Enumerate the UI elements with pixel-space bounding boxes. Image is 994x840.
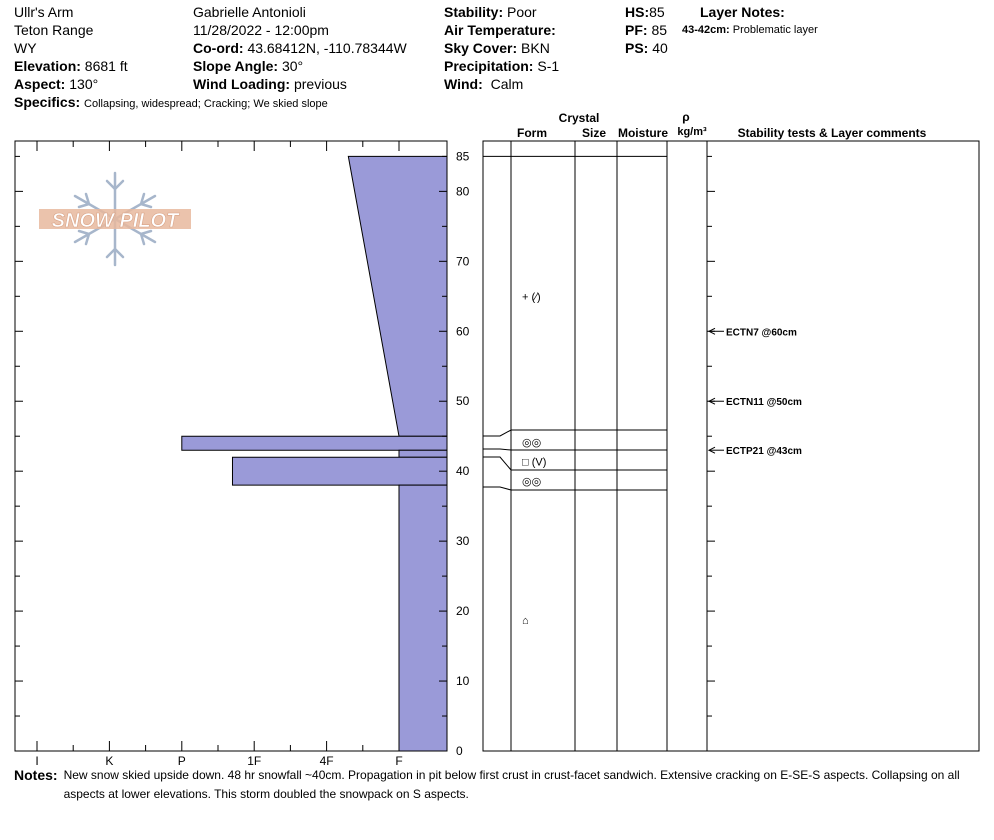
ps-value: 40 [652, 40, 668, 56]
notes-label: Notes: [14, 767, 58, 783]
hardness-tick-label: I [35, 754, 39, 768]
layer-note-text: Problematic layer [732, 24, 818, 36]
depth-tick-label: 40 [456, 464, 470, 479]
aspect-value: 130° [69, 76, 99, 92]
depth-tick-label: 80 [456, 184, 470, 199]
header-form: Form [517, 126, 547, 140]
elevation-value: 8681 ft [84, 58, 128, 74]
aspect-label: Aspect: [14, 76, 66, 92]
layer-notes-title: Layer Notes: [700, 4, 785, 20]
header-size: Size [581, 126, 607, 140]
specifics-label: Specifics: [14, 94, 81, 110]
form-labels-group [522, 291, 546, 627]
coord-value: 43.68412N, -110.78344W [247, 40, 407, 56]
stability-label: Stability: [444, 4, 504, 20]
hardness-tick-label: F [395, 754, 403, 768]
elevation-label: Elevation: [14, 58, 81, 74]
header-density-unit: kg/m³ [677, 126, 707, 138]
wind-loading-label: Wind Loading: [193, 76, 291, 92]
depth-tick-label: 60 [456, 324, 470, 339]
wind-loading-value: previous [293, 76, 347, 92]
depth-tick-label: 0 [456, 744, 463, 758]
hardness-tick-label: 4F [319, 754, 334, 768]
hardness-layer-2 [399, 450, 447, 457]
header-comments: Stability tests & Layer comments [737, 126, 927, 140]
slope-label: Slope Angle: [193, 58, 279, 74]
pf-value: 85 [651, 22, 668, 38]
hardness-layer-0 [348, 156, 447, 436]
hardness-tick-label: 1F [247, 754, 262, 768]
crystal-form-label: ◎◎ [522, 475, 542, 488]
header-crystal: Crystal [558, 111, 600, 125]
hardness-layer-4 [399, 485, 447, 751]
depth-tick-label: 85 [456, 149, 470, 164]
depth-tick-label: 10 [456, 674, 470, 689]
specifics-value: Collapsing, widespread; Cracking; We skied slope [84, 98, 328, 110]
sky-value: BKN [521, 40, 550, 56]
hardness-ticks-group [35, 141, 402, 768]
crystal-form-label: □ (V) [522, 456, 547, 469]
range: Teton Range [14, 22, 94, 38]
header-rho: ρ [682, 110, 690, 124]
stability-test-label: ECTN7 @60cm [726, 327, 797, 339]
stability-test-label: ECTP21 @43cm [726, 446, 802, 458]
depth-tick-label: 50 [456, 394, 470, 409]
hardness-tick-label: P [177, 754, 186, 768]
hs-value: 85 [649, 4, 665, 20]
hardness-layer-3 [232, 457, 447, 485]
precip-value: S-1 [537, 58, 560, 74]
wind-label: Wind: [444, 76, 483, 92]
hs-label: HS: [625, 4, 650, 20]
crystal-form-label: ◎◎ [522, 436, 542, 449]
ps-label: PS: [625, 40, 649, 56]
observer: Gabrielle Antonioli [193, 4, 306, 20]
coord-label: Co-ord: [193, 40, 244, 56]
crystal-form-label: ⌂ [522, 615, 529, 628]
sky-label: Sky Cover: [444, 40, 518, 56]
state: WY [14, 40, 37, 56]
hardness-tick-label: K [105, 754, 114, 768]
pf-label: PF: [625, 22, 648, 38]
notes [14, 766, 980, 804]
precip-label: Precipitation: [444, 58, 534, 74]
hardness-layer-1 [182, 436, 447, 450]
header-moisture: Moisture [617, 126, 669, 140]
crystal-form-label: + (⁄) [522, 291, 541, 304]
comment-ticks-group [707, 156, 715, 751]
air-temp-label: Air Temperature: [444, 22, 556, 38]
location: Ullr's Arm [14, 4, 74, 20]
depth-tick-label: 20 [456, 604, 470, 619]
logo-text: SNOW PILOT [51, 210, 179, 232]
depth-tick-label: 30 [456, 534, 470, 549]
layer-note-range: 43-42cm: [682, 24, 730, 36]
wind-value: Calm [490, 76, 524, 92]
stability-tests-group [709, 327, 802, 457]
notes-text: New snow skied upside down. 48 hr snowfall ~40cm. Propagation in pit below first crust in crust-facet sandwich. Extensive cracking on E-SE-S aspects. Collapsing on all aspects at lower elevations. This storm doubled the snowpack on S aspects. [63, 768, 960, 801]
datetime: 11/28/2022 - 12:00pm [193, 22, 329, 38]
stability-test-label: ECTN11 @50cm [726, 397, 802, 409]
depth-tick-label: 70 [456, 254, 470, 269]
slope-value: 30° [281, 58, 304, 74]
hardness-fill-group [182, 156, 447, 751]
stability-value: Poor [507, 4, 537, 20]
snowpilot-logo [39, 173, 191, 265]
